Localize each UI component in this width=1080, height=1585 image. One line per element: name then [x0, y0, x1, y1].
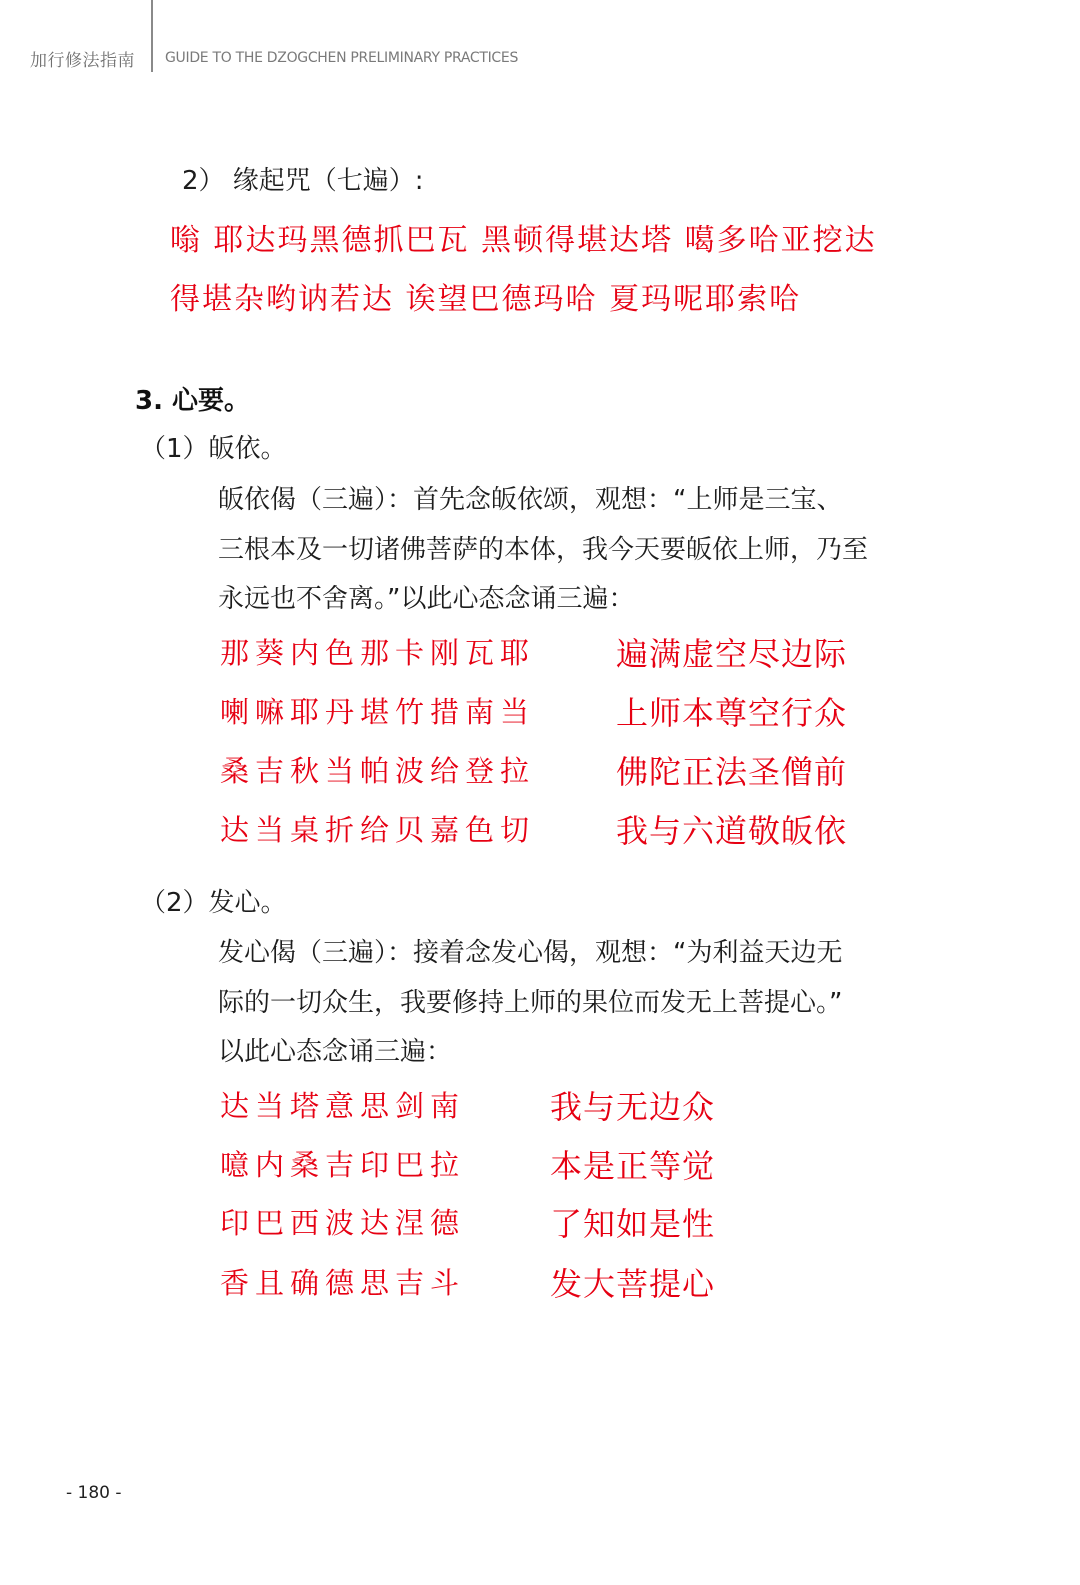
refuge-verse-tibetan-2: 喇嘛耶丹堪竹措南当 [220, 695, 536, 729]
refuge-verse-chinese-1: 遍满虚空尽边际 [616, 635, 848, 673]
bodhicitta-verse-chinese-3: 了知如是性 [550, 1205, 716, 1243]
running-header-title-cn: 加行修法指南 [30, 51, 135, 71]
bodhicitta-intro-line-1: 发心偈（三遍）：接着念发心偈，观想：“为利益天边无 [218, 938, 843, 968]
refuge-verse-tibetan-1: 那葵内色那卡刚瓦耶 [220, 636, 536, 670]
running-header-title-en: GUIDE TO THE DZOGCHEN PRELIMINARY PRACTICES [165, 50, 519, 66]
bodhicitta-verse-chinese-1: 我与无边众 [550, 1088, 716, 1126]
bodhicitta-verse-tibetan-2: 噫内桑吉印巴拉 [220, 1148, 466, 1182]
bodhicitta-verse-tibetan-3: 印巴西波达涅德 [220, 1206, 466, 1240]
dependent-origination-label: 2） 缘起咒（七遍）: [182, 166, 424, 196]
bodhicitta-intro-line-3: 以此心态念诵三遍： [218, 1037, 453, 1067]
bodhicitta-label: （2）发心。 [140, 888, 287, 918]
bodhicitta-intro-line-2: 际的一切众生，我要修持上师的果位而发无上菩提心。” [218, 988, 843, 1018]
bodhicitta-verse-tibetan-4: 香且确德思吉斗 [220, 1266, 466, 1300]
bodhicitta-verse-chinese-2: 本是正等觉 [550, 1147, 716, 1185]
refuge-intro-line-1: 皈依偈（三遍）：首先念皈依颂，观想：“上师是三宝、 [218, 485, 843, 515]
bodhicitta-verse-chinese-4: 发大菩提心 [550, 1265, 716, 1303]
header-divider [151, 0, 153, 72]
refuge-intro-line-3: 永远也不舍离。”以此心态念诵三遍： [218, 584, 635, 614]
mantra-line-1: 嗡 耶达玛黑德抓巴瓦 黑顿得堪达塔 噶多哈亚挖达 [170, 223, 877, 258]
refuge-verse-tibetan-4: 达当桌折给贝嘉色切 [220, 813, 536, 847]
refuge-intro-line-2: 三根本及一切诸佛菩萨的本体，我今天要皈依上师，乃至 [218, 535, 869, 565]
bodhicitta-verse-tibetan-1: 达当塔意思剑南 [220, 1089, 466, 1123]
refuge-verse-chinese-4: 我与六道敬皈依 [616, 812, 848, 850]
refuge-label: （1）皈依。 [140, 434, 287, 464]
mantra-line-2: 得堪杂哟讷若达 诶望巴德玛哈 夏玛呢耶索哈 [170, 282, 802, 317]
page-number: - 180 - [66, 1483, 122, 1503]
refuge-verse-chinese-2: 上师本尊空行众 [616, 694, 848, 732]
section-heading: 3. 心要。 [135, 386, 251, 416]
refuge-verse-chinese-3: 佛陀正法圣僧前 [616, 753, 848, 791]
refuge-verse-tibetan-3: 桑吉秋当帕波给登拉 [220, 754, 536, 788]
